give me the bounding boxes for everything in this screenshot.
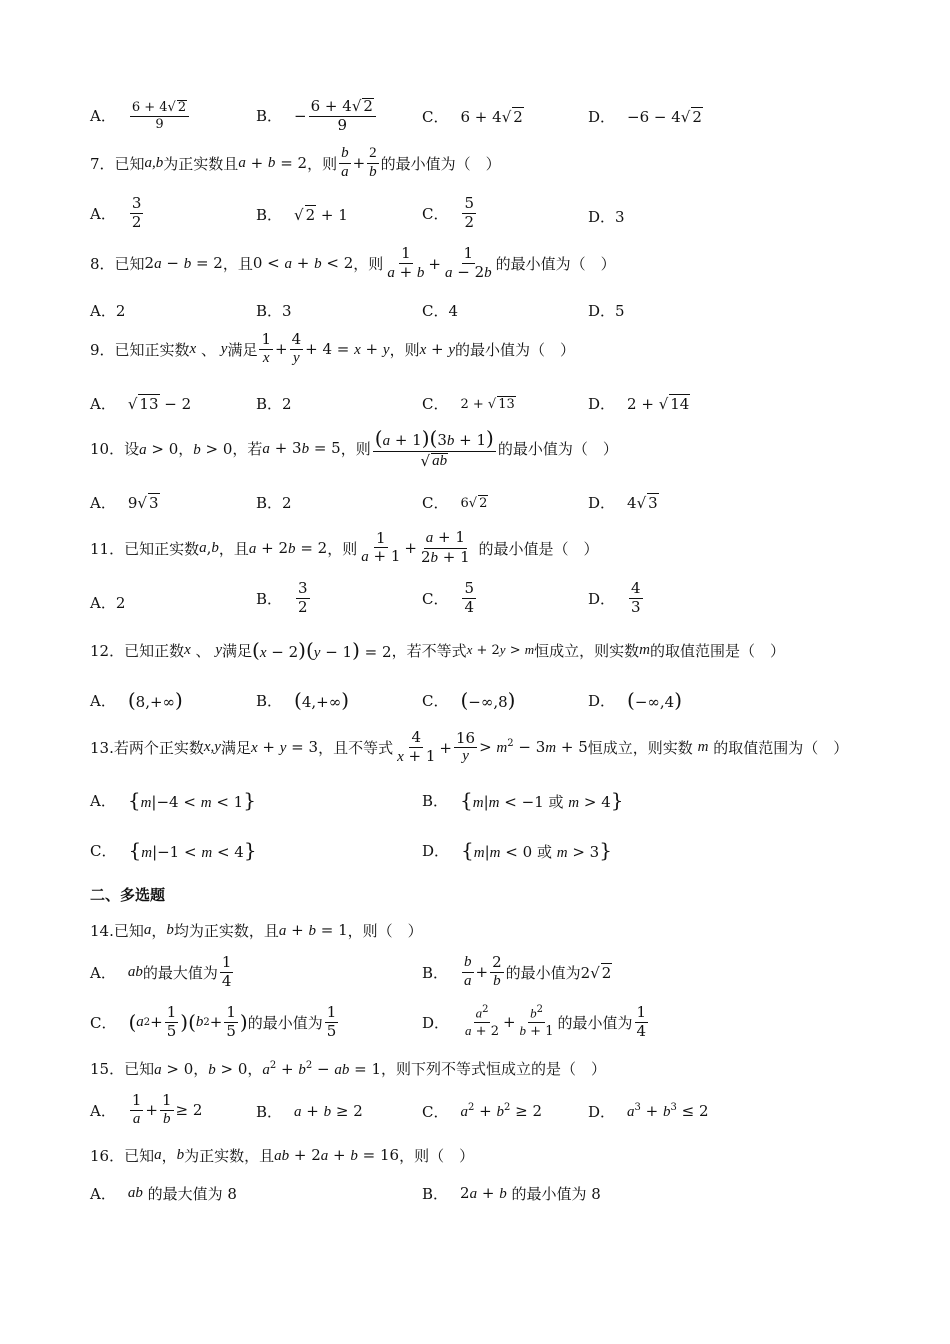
question-13: 13.若两个正实数 x,y 满足 x + y = 3 ，且不等式 $\frac{4}{x + 1}$ + $\frac{16}{y}$ > $m^2 - 3m + 5$ 恒成立，则实数 m 的取值范围为（ ） xyxy=(90,728,849,765)
q11-option-d: D． $\frac{4}{3}$ xyxy=(588,579,641,616)
q8-option-d: D．5 xyxy=(588,302,625,320)
question-7: 7．已知 a,b 为正实数且 a + b = 2 ，则 $\frac{b}{a}$ + $\frac{2}{b}$ 的最小值为（ ） xyxy=(90,145,501,180)
question-11: 11．已知正实数 a , b ，且 a + 2b = 2 ，则 $\frac{1}{a + 1}$ + $\frac{a + 1}{2b + 1}$ 的最小值是（ ） xyxy=(90,528,599,566)
q9-option-b: B．2 xyxy=(256,395,292,413)
question-12: 12．已知正数 x 、 y 满足 (x − 2)(y − 1) = 2 ，若不等式 x + 2y > m 恒成立，则实数 m 的取值范围是（ ） xyxy=(90,638,786,662)
q10-option-a: A． 9√ 3 xyxy=(90,494,159,512)
question-15: 15．已知 a > 0，b > 0，$a^2 + b^2$ − ab = 1 ，则下列不等式恒成立的是（ ） xyxy=(90,1060,607,1078)
q15-option-c: C． $a^2 + b^2 \ge 2$ xyxy=(422,1102,542,1121)
question-9: 9．已知正实数 x 、 y 满足 $\frac{1}{x}$ + $\frac{4}{y}$ + 4 = x + y ，则 x + y 的最小值为（ ） xyxy=(90,330,576,366)
q12-option-c: C． (−∞,8) xyxy=(422,688,516,712)
q15-option-a: A． $\frac{1}{a}$ + $\frac{1}{b}$ ≥ 2 xyxy=(90,1091,203,1127)
q13-option-d: D． {m|m < 0 或 m > 3} xyxy=(422,838,612,862)
question-8: 8．已知 2a − b = 2 ，且 0 < a + b < 2 ，则 $\frac{1}{a + b}$ + $\frac{1}{a - 2b}$ 的最小值为（ ） xyxy=(90,244,616,281)
q14-option-c: C． ( a 2 + $\frac{1}{5}$ ) ( b 2 + $\frac{1}{5}$ ) 的最小值为 $\frac{1}{5}$ xyxy=(90,1003,337,1040)
q14-option-d: D． $\frac{a^2}{a + 2}$ + $\frac{b^2}{b + 1}$ 的最小值为 $\frac{1}{4}$ xyxy=(422,1003,647,1040)
q7-option-a: A． $\frac{3}{2}$ xyxy=(90,194,142,231)
q8-option-c: C．4 xyxy=(422,302,459,320)
q13-option-a: A． {m|−4 < m < 1} xyxy=(90,788,256,812)
option-label: C． xyxy=(422,108,449,126)
math-fraction: 6 + 4√ 2 9 xyxy=(309,98,376,134)
option-label: A． xyxy=(90,107,116,126)
q12-option-d: D． (−∞,4) xyxy=(588,688,683,712)
q11-option-a: A．2 xyxy=(90,594,126,612)
q7-option-d: D．3 xyxy=(588,208,625,226)
q16-option-a: A． ab 的最大值为 8 xyxy=(90,1185,237,1203)
q7-option-c: C． $\frac{5}{2}$ xyxy=(422,194,475,231)
q12-option-b: B． (4,+∞) xyxy=(256,688,350,712)
option-label: D． xyxy=(588,108,616,126)
q6-option-c: C． 6 + 4√ 2 xyxy=(422,108,523,126)
q13-option-c: C． {m|−1 < m < 4} xyxy=(90,838,257,862)
q10-option-b: B．2 xyxy=(256,494,292,512)
question-14: 14.已知 a ， b 均为正实数，且 a + b = 1 ，则（ ） xyxy=(90,921,423,940)
q16-option-b: B． 2a + b 的最小值为 8 xyxy=(422,1184,601,1203)
q14-option-b: B． $\frac{b}{a}$ + $\frac{2}{b}$ 的最小值为 2√ 2 xyxy=(422,953,612,989)
q7-option-b: B． √ 2 + 1 xyxy=(256,206,348,224)
section-title: 二、多选题 xyxy=(90,886,166,904)
question-10: 10．设 a > 0，b > 0 ，若 a + 3b = 5 ，则 (a + 1)(3b + 1) √ ab 的最小值为（ ） xyxy=(90,426,618,470)
q11-option-c: C． $\frac{5}{4}$ xyxy=(422,579,475,616)
q13-option-b: B． {m|m < −1 或 m > 4} xyxy=(422,788,624,812)
q15-option-d: D． $a^3 + b^3 \le 2$ xyxy=(588,1102,709,1121)
q9-option-a: A． √ 13 − 2 xyxy=(90,395,192,413)
q9-option-d: D． 2 + √ 14 xyxy=(588,395,690,413)
q6-option-b: B． − 6 + 4√ 2 9 xyxy=(256,98,378,134)
q6-option-d: D． −6 − 4√ 2 xyxy=(588,108,702,126)
q11-option-b: B． $\frac{3}{2}$ xyxy=(256,579,308,616)
q6-option-a xyxy=(90,100,191,131)
q9-option-c: C． 2 + √ 13 xyxy=(422,395,515,413)
question-16: 16．已知 a ， b 为正实数，且 ab + 2a + b = 16 ，则（ ） xyxy=(90,1146,475,1165)
q15-option-b: B． a + b ≥ 2 xyxy=(256,1102,363,1121)
q10-option-c: C． 6√ 2 xyxy=(422,494,488,512)
q8-option-b: B．3 xyxy=(256,302,292,320)
q10-option-d: D． 4√ 3 xyxy=(588,494,658,512)
q14-option-a: A． ab 的最大值为 $\frac{1}{4}$ xyxy=(90,953,232,990)
option-label: B． xyxy=(256,107,283,126)
math-fraction: 6 + 4√ 2 9 xyxy=(130,100,189,131)
q8-option-a: A．2 xyxy=(90,302,126,320)
q12-option-a: A． (8,+∞) xyxy=(90,688,183,712)
